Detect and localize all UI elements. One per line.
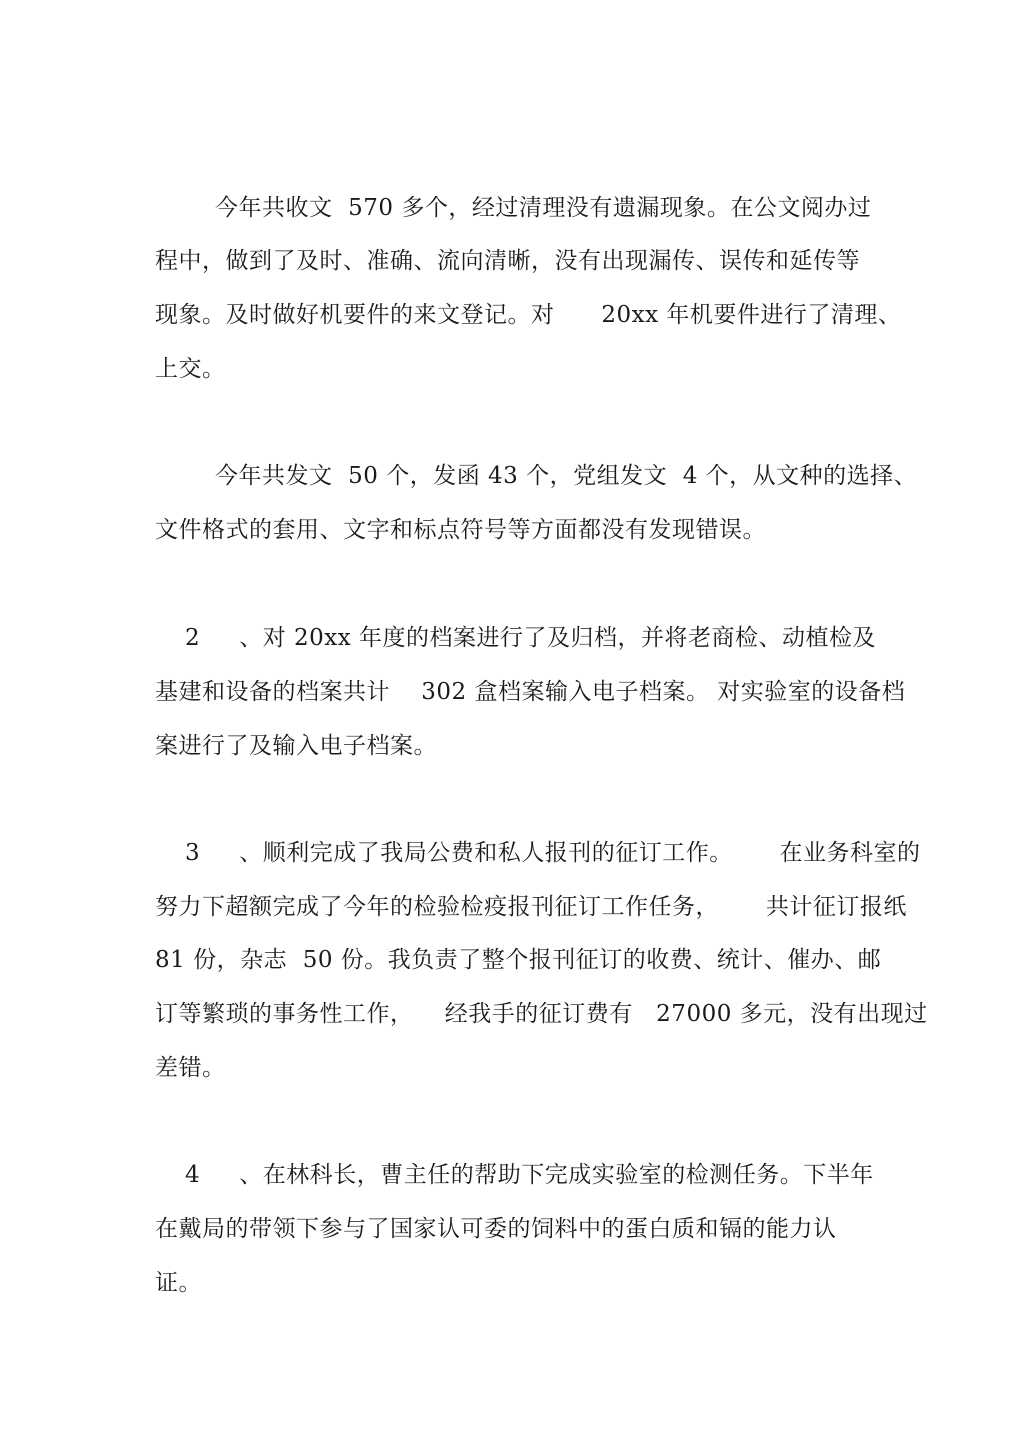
paragraph-4-line-1: 3 、顺利完成了我局公费和私人报刊的征订工作。 在业务科室的 bbox=[185, 840, 921, 866]
paragraph-4-line-3: 81 份，杂志 50 份。我负责了整个报刊征订的收费、统计、催办、邮 bbox=[155, 947, 882, 973]
paragraph-3-line-1: 2 、对 20xx 年度的档案进行了及归档，并将老商检、动植检及 bbox=[185, 625, 877, 651]
paragraph-5-line-1: 4 、在林科长，曹主任的帮助下完成实验室的检测任务。下半年 bbox=[185, 1162, 874, 1188]
paragraph-4-line-5: 差错。 bbox=[155, 1055, 226, 1081]
paragraph-2-line-1: 今年共发文 50 个，发函 43 个，党组发文 4 个，从文种的选择、 bbox=[215, 463, 918, 489]
paragraph-1-line-1: 今年共收文 570 多个，经过清理没有遗漏现象。在公文阅办过 bbox=[215, 195, 872, 221]
paragraph-3-line-2: 基建和设备的档案共计 302 盒档案输入电子档案。 对实验室的设备档 bbox=[155, 679, 906, 705]
paragraph-3-line-3: 案进行了及输入电子档案。 bbox=[155, 733, 437, 759]
paragraph-1-line-4: 上交。 bbox=[155, 356, 226, 382]
paragraph-4-line-2: 努力下超额完成了今年的检验检疫报刊征订工作任务， 共计征订报纸 bbox=[155, 894, 907, 920]
paragraph-4-line-4: 订等繁琐的事务性工作， 经我手的征订费有 27000 多元，没有出现过 bbox=[155, 1001, 928, 1027]
paragraph-2-line-2: 文件格式的套用、文字和标点符号等方面都没有发现错误。 bbox=[155, 517, 766, 543]
paragraph-5-line-3: 证。 bbox=[155, 1270, 202, 1296]
paragraph-5-line-2: 在戴局的带领下参与了国家认可委的饲料中的蛋白质和镉的能力认 bbox=[155, 1216, 837, 1242]
paragraph-1-line-3: 现象。及时做好机要件的来文登记。对 20xx 年机要件进行了清理、 bbox=[155, 302, 902, 328]
paragraph-1-line-2: 程中，做到了及时、准确、流向清晰，没有出现漏传、误传和延传等 bbox=[155, 248, 860, 274]
